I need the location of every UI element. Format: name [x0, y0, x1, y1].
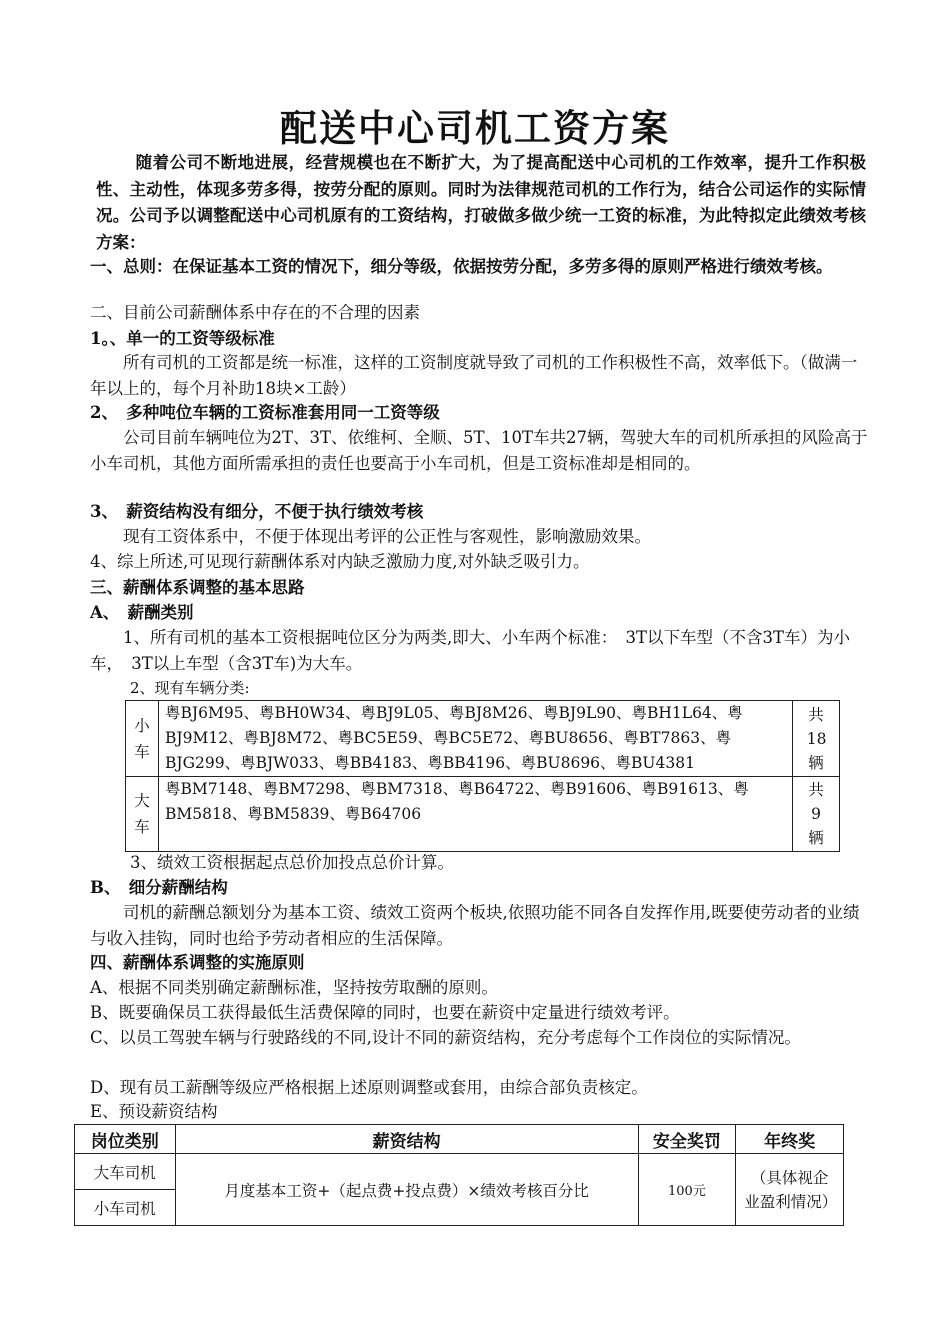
- section3-title: 三、薪酬体系调整的基本思路: [90, 578, 305, 597]
- vehicle-table: [125, 700, 840, 852]
- s2-4-summary: 4、综上所述,可见现行薪酬体系对内缺乏激励力度,对外缺乏吸引力。: [90, 552, 590, 571]
- vehicle-count: 共9辆: [793, 777, 840, 852]
- header-safety: 安全奖罚: [638, 1125, 736, 1154]
- header-position: 岗位类别: [75, 1125, 176, 1154]
- s3-a-1-body: 1、所有司机的基本工资根据吨位区分为两类,即大、小车两个标准： 3T以下车型（不含3T车）为小车， 3T以上车型（含3T车)为大车。: [90, 628, 850, 673]
- salary-structure-table: [74, 1124, 844, 1226]
- table-row: [75, 1154, 844, 1190]
- s4-c: C、以员工驾驶车辆与行驶路线的不同,设计不同的薪资结构，充分考虑每个工作岗位的实际情况。: [90, 1028, 801, 1047]
- s3-b-title: B、 细分薪酬结构: [90, 878, 228, 897]
- year-end-bonus: （具体视企业盈利情况）: [736, 1154, 844, 1226]
- salary-structure-formula: 月度基本工资+（起点费+投点费）×绩效考核百分比: [175, 1154, 638, 1226]
- page-title: 配送中心司机工资方案: [280, 106, 670, 150]
- s2-1-title: 1。、单一的工资等级标准: [90, 329, 275, 348]
- s2-3-body: 现有工资体系中，不便于体现出考评的公正性与客观性，影响激励效果。: [123, 527, 651, 546]
- s3-a-2-label: 2、现有车辆分类:: [130, 679, 250, 697]
- s4-a: A、根据不同类别确定薪酬标准，坚持按劳取酬的原则。: [90, 978, 498, 997]
- table-row: [126, 701, 840, 777]
- intro-paragraph: 随着公司不断地进展，经营规模也在不断扩大，为了提高配送中心司机的工作效率，提升工作积极性、主动性，体现多劳多得，按劳分配的原则。同时为法律规范司机的工作行为，结合公司运作的实际情况。公司予以调整配送中心司机原有的工资结构，打破做多做少统一工资的标准，为此特拟定此绩效考核方案：: [96, 153, 866, 252]
- s3-a-3-body: 3、绩效工资根据起点总价加投点总价计算。: [130, 853, 454, 872]
- s2-2-title: 2、 多种吨位车辆的工资标准套用同一工资等级: [90, 403, 440, 422]
- vehicle-category: 大车: [126, 777, 159, 852]
- s2-2-body: 公司目前车辆吨位为2T、3T、依维柯、全顺、5T、10T车共27辆，驾驶大车的司机所承担的风险高于小车司机，其他方面所需承担的责任也要高于小车司机，但是工资标准却是相同的。: [90, 428, 868, 473]
- s2-1-body: 所有司机的工资都是统一标准，这样的工资制度就导致了司机的工作积极性不高，效率低下。（做满一年以上的，每个月补助18块×工龄）: [90, 353, 858, 398]
- vehicle-plates: 粤BM7148、粤BM7298、粤BM7318、粤B64722、粤B91606、粤B91613、粤BM5818、粤BM5839、粤B64706: [159, 777, 793, 852]
- section2-title: 二、目前公司薪酬体系中存在的不合理的因素: [90, 303, 420, 322]
- s3-b-body: 司机的薪酬总额划分为基本工资、绩效工资两个板块,依照功能不同各自发挥作用,既要使劳动者的业绩与收入挂钩，同时也给予劳动者相应的生活保障。: [90, 903, 860, 948]
- section4-title: 四、薪酬体系调整的实施原则: [90, 953, 305, 972]
- s4-d: D、现有员工薪酬等级应严格根据上述原则调整或套用，由综合部负责核定。: [90, 1078, 648, 1097]
- vehicle-category: 小车: [126, 701, 159, 777]
- vehicle-plates: 粤BJ6M95、粤BH0W34、粤BJ9L05、粤BJ8M26、粤BJ9L90、粤BH1L64、粤BJ9M12、粤BJ8M72、粤BC5E59、粤BC5E72、粤BU8656、粤BT7863、粤BJG299、粤BJW033、粤BB4183、粤BB4196、粤BU8696、粤BU4381: [159, 701, 793, 777]
- section1-general: 一、总则：在保证基本工资的情况下，细分等级，依据按劳分配，多劳多得的原则严格进行绩效考核。: [90, 257, 833, 276]
- header-bonus: 年终奖: [736, 1125, 844, 1154]
- position-small-driver: 小车司机: [75, 1190, 176, 1226]
- s4-e: E、预设薪资结构: [90, 1102, 218, 1121]
- s2-3-title: 3、 薪资结构没有细分，不便于执行绩效考核: [90, 502, 424, 521]
- s4-b: B、既要确保员工获得最低生活费保障的同时，也要在薪资中定量进行绩效考评。: [90, 1003, 680, 1022]
- header-structure: 薪资结构: [175, 1125, 638, 1154]
- position-large-driver: 大车司机: [75, 1154, 176, 1190]
- table-row: [126, 777, 840, 852]
- s3-a-title: A、 薪酬类别: [90, 603, 194, 622]
- table-header-row: [75, 1125, 844, 1154]
- vehicle-count: 共18辆: [793, 701, 840, 777]
- safety-reward: 100元: [638, 1154, 736, 1226]
